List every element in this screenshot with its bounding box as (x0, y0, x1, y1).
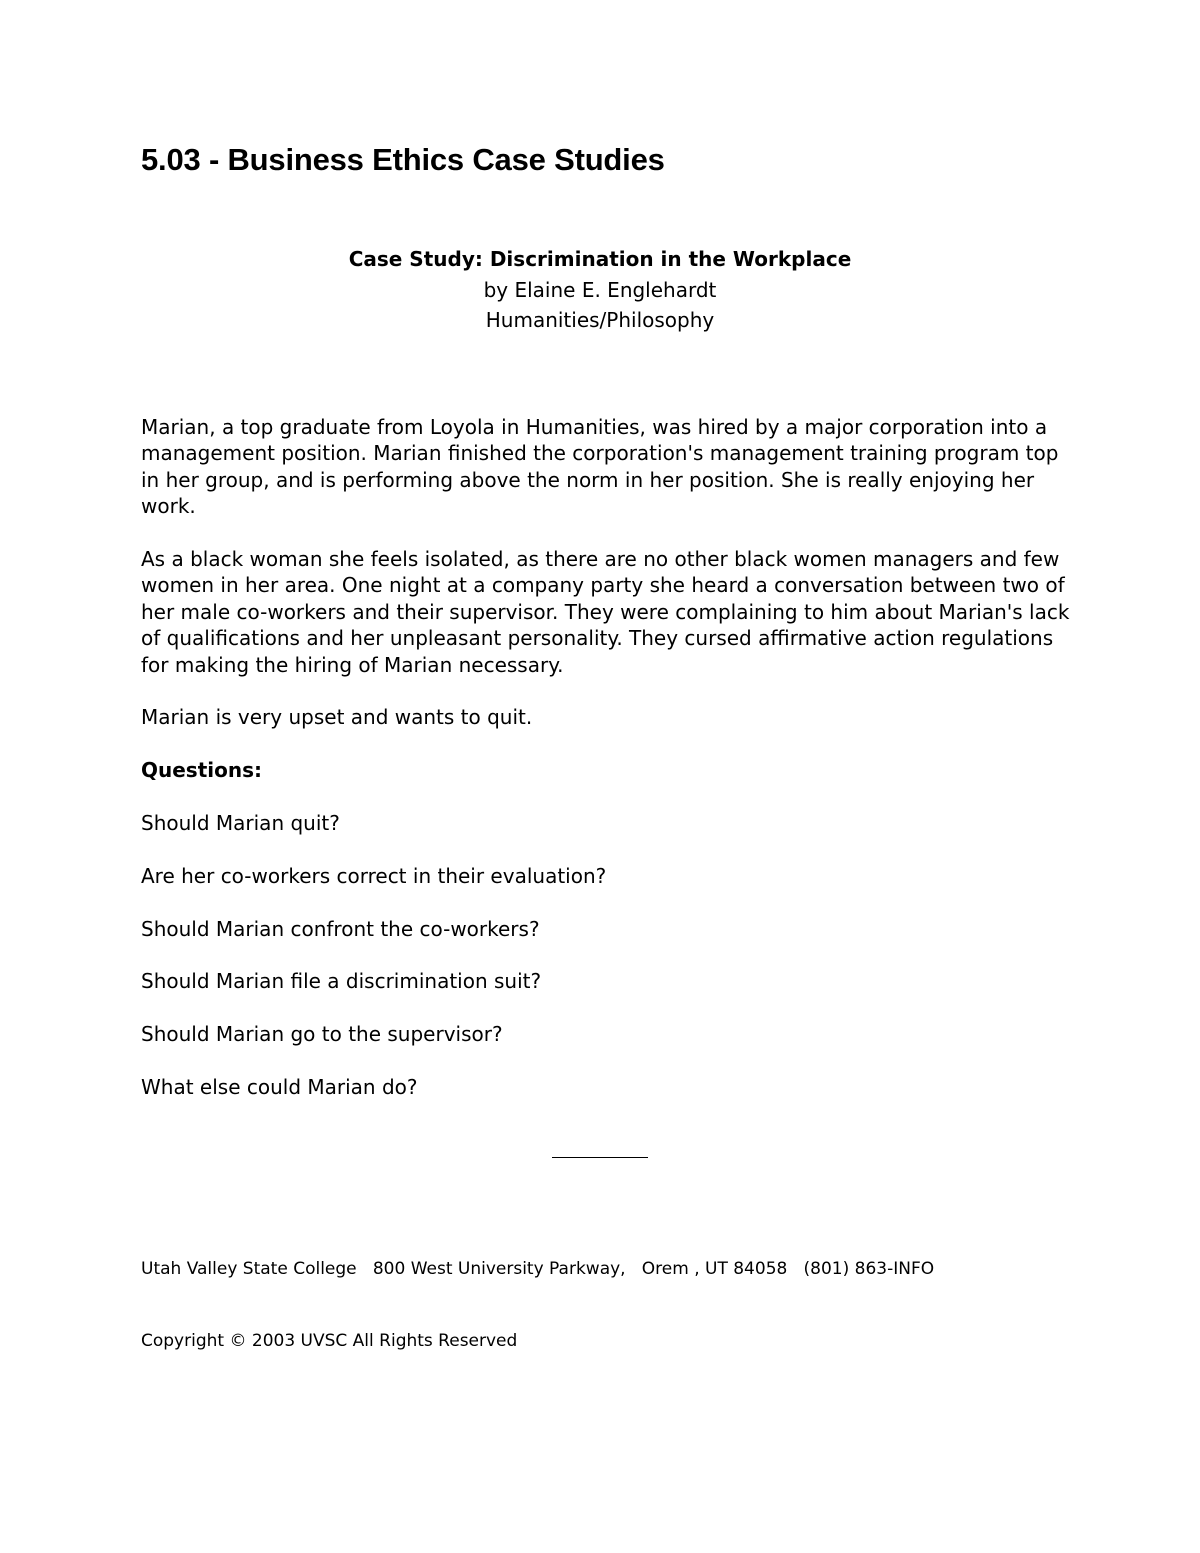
paragraph-2: As a black woman she feels isolated, as there are no other black women managers and few women in her area. One night at a company party she heard a conversation between two of her male co-workers and their supervisor. They were complaining to him about Marian's lack of qualifications and her unpleasant personality. They cursed affirmative action regulations for making the hiring of Marian necessary. (141, 547, 1070, 677)
question-2: Are her co-workers correct in their evaluation? (141, 863, 607, 888)
case-title: Case Study: Discrimination in the Workplace (348, 247, 852, 271)
footer (141, 1209, 934, 1377)
footer-address: Utah Valley State College 800 West University Parkway, Orem , UT 84058 (801) 863-INFO (141, 1259, 935, 1279)
case-body (141, 414, 1081, 1127)
paragraph-1: Marian, a top graduate from Loyola in Humanities, was hired by a major corporation into a management position. Marian finished the corporation's management training program top in her group, and is performing above the norm in her position. She is really enjoying her work. (141, 415, 1059, 519)
department: Humanities/Philosophy (485, 308, 715, 332)
page-title: 5.03 - Business Ethics Case Studies (141, 142, 665, 177)
question-5: Should Marian go to the supervisor? (141, 1022, 503, 1047)
paragraph-3: Marian is very upset and wants to quit. (141, 705, 533, 730)
footer-copyright: Copyright © 2003 UVSC All Rights Reserved (141, 1331, 518, 1351)
question-3: Should Marian confront the co-workers? (141, 916, 540, 941)
question-4: Should Marian file a discrimination suit? (141, 969, 542, 994)
questions-heading: Questions: (141, 758, 263, 783)
question-6: What else could Marian do? (141, 1075, 418, 1100)
question-1: Should Marian quit? (141, 811, 340, 836)
divider (552, 1157, 648, 1158)
byline: by Elaine E. Englehardt (483, 277, 717, 302)
case-header (0, 244, 1200, 336)
